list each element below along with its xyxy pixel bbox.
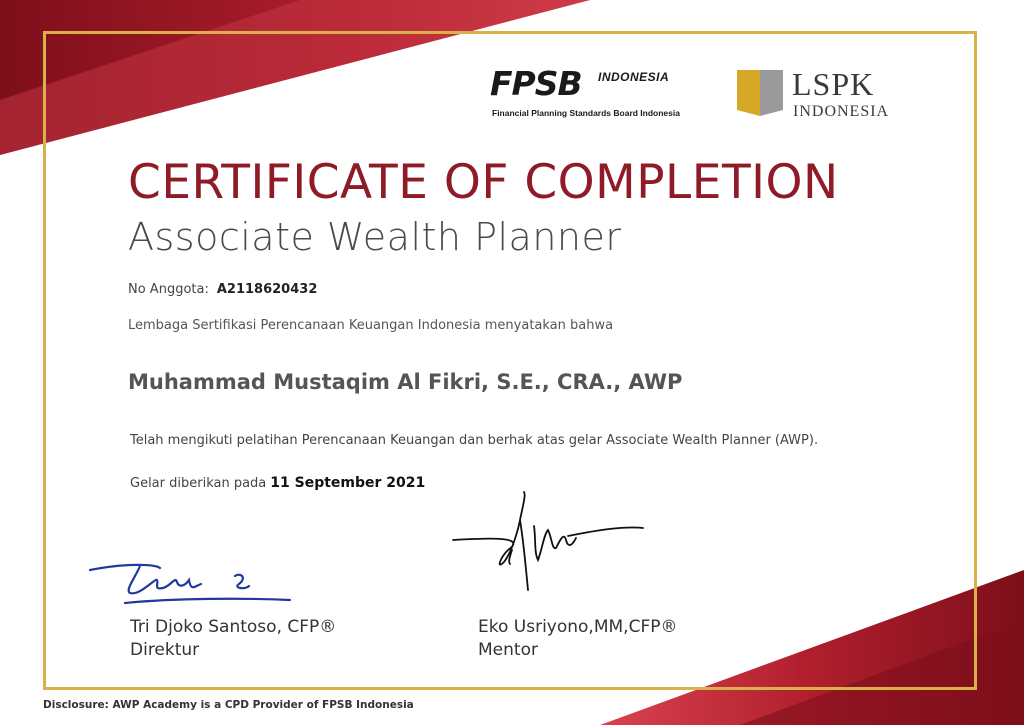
mentor-signature (448, 490, 648, 600)
certificate-subtitle: Associate Wealth Planner (128, 215, 622, 259)
mentor-name: Eko Usriyono,MM,CFP® (478, 617, 678, 637)
mentor-block (478, 616, 677, 662)
fpsb-mark: FPSB (490, 64, 582, 103)
director-name: Tri Djoko Santoso, CFP® (130, 617, 337, 637)
certification-statement: Lembaga Sertifikasi Perencanaan Keuangan Indonesia menyatakan bahwa (128, 318, 614, 333)
member-number-value: A2118620432 (216, 282, 318, 297)
fpsb-country: INDONESIA (598, 70, 670, 84)
lspk-emblem-icon (737, 70, 783, 116)
lspk-logo (737, 66, 907, 125)
director-signature (85, 558, 295, 608)
fpsb-logo (490, 62, 690, 122)
director-block (130, 616, 336, 662)
recipient-name: Muhammad Mustaqim Al Fikri, S.E., CRA., AWP (128, 370, 683, 394)
awarded-row (130, 475, 425, 491)
disclosure-text: Disclosure: AWP Academy is a CPD Provider of FPSB Indonesia (43, 699, 414, 711)
awarded-date: 11 September 2021 (270, 475, 426, 491)
director-role: Direktur (130, 639, 200, 660)
lspk-name: LSPK (792, 66, 875, 102)
mentor-role: Mentor (478, 639, 538, 660)
member-number-row (128, 282, 317, 297)
fpsb-full-name: Financial Planning Standards Board Indonesia (492, 108, 680, 118)
lspk-subtitle: INDONESIA (793, 103, 890, 120)
awarded-label: Gelar diberikan pada (130, 476, 267, 491)
member-number-label: No Anggota: (128, 282, 209, 297)
certificate-description: Telah mengikuti pelatihan Perencanaan Keuangan dan berhak atas gelar Associate Wealth Planner (AWP). (130, 433, 819, 448)
certificate-title: CERTIFICATE OF COMPLETION (128, 155, 839, 210)
